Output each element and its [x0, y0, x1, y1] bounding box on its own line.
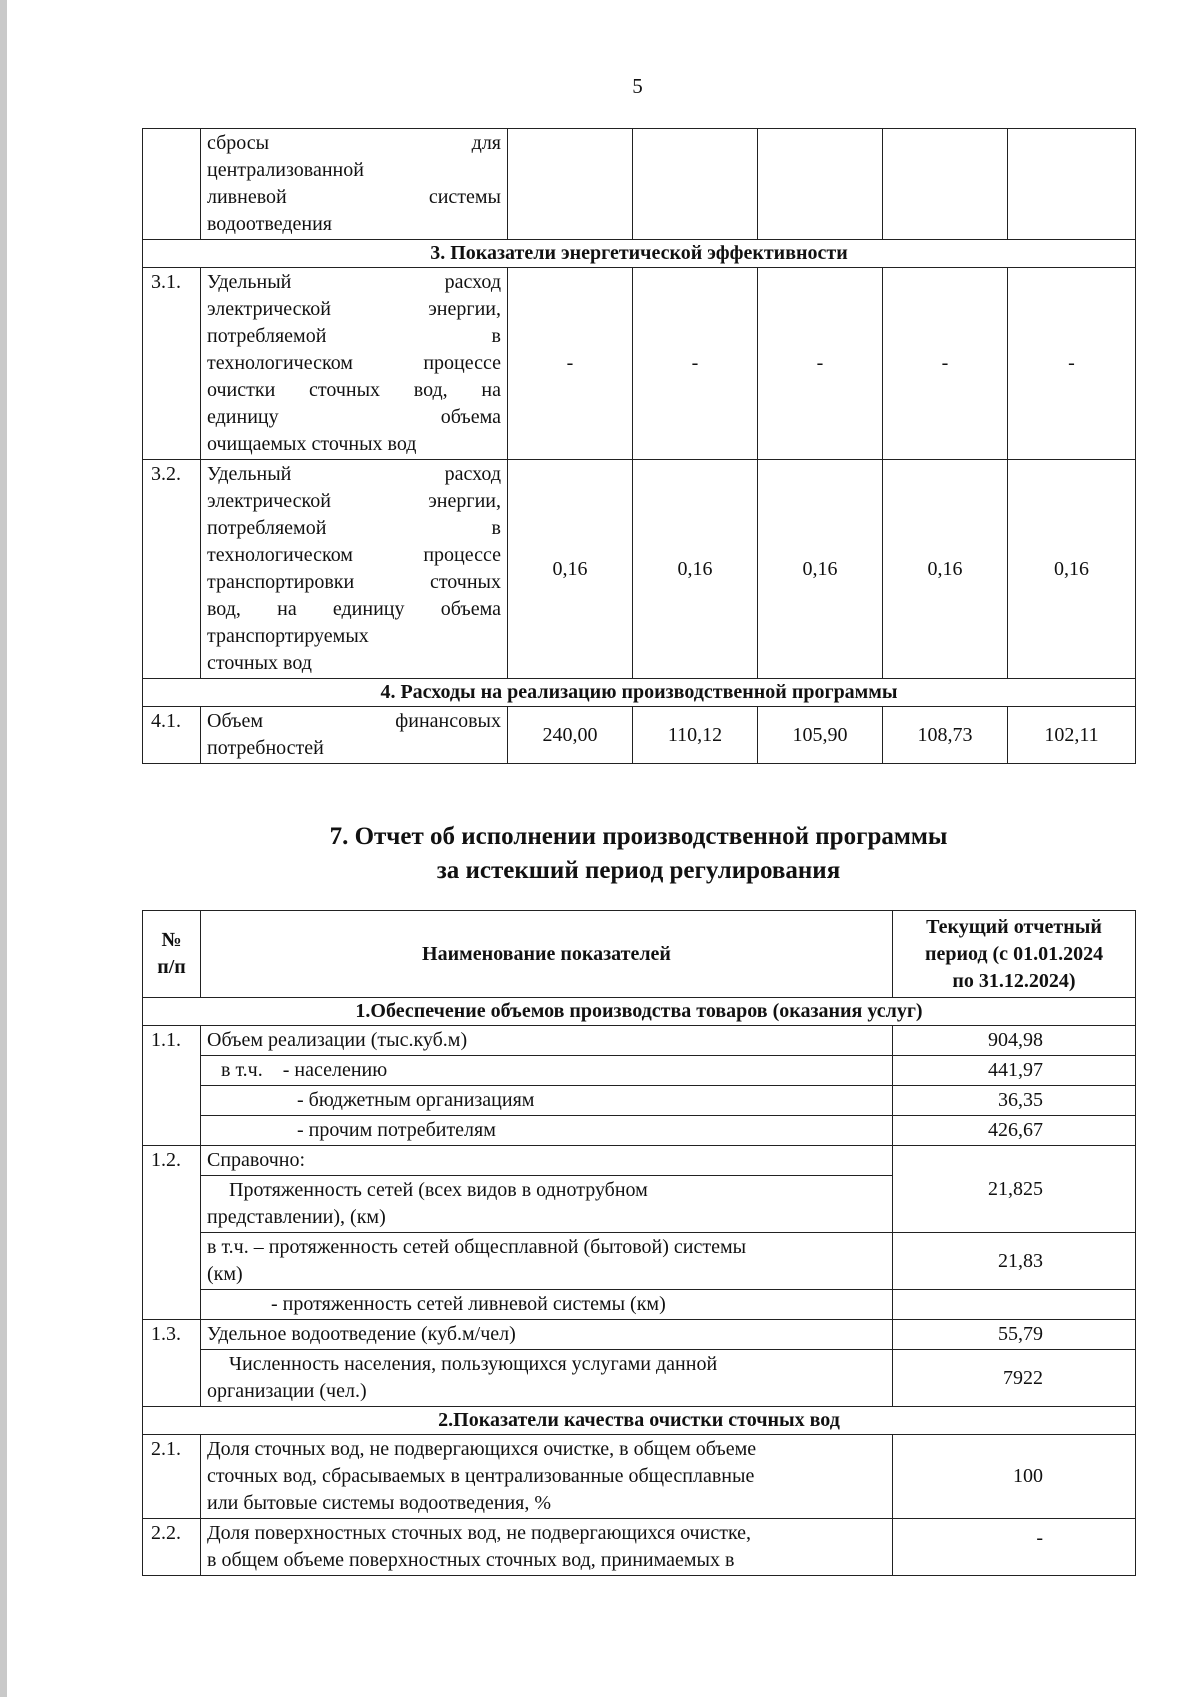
text-line: потребляемой в [207, 325, 501, 347]
indicator-value: 904,98 [893, 1026, 1136, 1056]
indicator-name: Доля поверхностных сточных вод, не подвергающихся очистке, в общем объеме поверхностных сточных вод, принимаемых в [201, 1519, 893, 1576]
indicator-value: 21,83 [893, 1233, 1136, 1290]
value-cell: 240,00 [508, 707, 633, 764]
text-line: электрической энергии, [207, 490, 501, 512]
table-row [143, 460, 1136, 679]
indicator-name [201, 1056, 893, 1086]
text-line: электрической энергии, [207, 298, 501, 320]
table-row [143, 1519, 1136, 1576]
row-number: 1.3. [143, 1320, 201, 1407]
text-line: транспортировки сточных [207, 571, 501, 593]
table-row [143, 1290, 1136, 1320]
row-number: 3.2. [143, 460, 201, 679]
text-line: ливневой системы [207, 186, 501, 208]
table-row [143, 1350, 1136, 1407]
header-num: № п/п [143, 911, 201, 998]
indicator-value [893, 1290, 1136, 1320]
section-row [143, 240, 1136, 268]
text-line: сточных вод [207, 652, 312, 674]
value-cell: - [883, 268, 1008, 460]
row-number: 4.1. [143, 707, 201, 764]
indicator-value: 36,35 [893, 1086, 1136, 1116]
table-row [143, 1146, 1136, 1176]
indicator-name-cell [201, 460, 508, 679]
report-table [142, 910, 1136, 1576]
value-cell [758, 129, 883, 240]
value-cell: - [1008, 268, 1136, 460]
text-line: потребностей [207, 737, 324, 759]
continuation-name-cell [201, 129, 508, 240]
value-cell: 110,12 [633, 707, 758, 764]
table-row [143, 1056, 1136, 1086]
text-line: вод, на единицу объема [207, 598, 501, 620]
table-row [143, 1116, 1136, 1146]
row-number: 2.2. [143, 1519, 201, 1576]
indicator-value: 55,79 [893, 1320, 1136, 1350]
num-cell [143, 129, 201, 240]
indicators-table-continued [142, 128, 1136, 764]
indicator-name: - бюджетным организациям [201, 1086, 893, 1116]
text-line: очищаемых сточных вод [207, 433, 417, 455]
indicator-name: Протяженность сетей (всех видов в однотрубном представлении), (км) [201, 1176, 893, 1233]
row-number: 1.2. [143, 1146, 201, 1320]
indicator-value: - [893, 1519, 1136, 1576]
row-number: 1.1. [143, 1026, 201, 1146]
text-line: технологическом процессе [207, 352, 501, 374]
section-heading-line2: за истекший период регулирования [436, 857, 841, 884]
indicator-name: в т.ч. – протяженность сетей общесплавной (бытовой) системы (км) [201, 1233, 893, 1290]
table-row [143, 1320, 1136, 1350]
indicator-name: Удельное водоотведение (куб.м/чел) [201, 1320, 893, 1350]
table-row [143, 129, 1136, 240]
value-cell: 102,11 [1008, 707, 1136, 764]
section-row [143, 679, 1136, 707]
indicator-name-cell [201, 268, 508, 460]
value-cell: 108,73 [883, 707, 1008, 764]
indicator-value: 100 [893, 1435, 1136, 1519]
table-row [143, 1435, 1136, 1519]
value-cell: - [508, 268, 633, 460]
text-line: очистки сточных вод, на [207, 379, 501, 401]
header-name: Наименование показателей [201, 911, 893, 998]
prefix: в т.ч. [221, 1059, 263, 1081]
indicator-value: 7922 [893, 1350, 1136, 1407]
text-line: единицу объема [207, 406, 501, 428]
text-line: потребляемой в [207, 517, 501, 539]
value-cell [508, 129, 633, 240]
section-row [143, 1407, 1136, 1435]
value-cell: 0,16 [758, 460, 883, 679]
table-row [143, 707, 1136, 764]
text-line: транспортируемых [207, 625, 369, 647]
text-line: водоотведения [207, 213, 332, 235]
value-cell: 0,16 [633, 460, 758, 679]
value-cell: 0,16 [508, 460, 633, 679]
table-row [143, 1026, 1136, 1056]
text-line: Удельный расход [207, 463, 501, 485]
indicator-name: Справочно: [201, 1146, 893, 1176]
text-line: Объем финансовых [207, 710, 501, 732]
value-cell: - [758, 268, 883, 460]
indicator-name: Объем реализации (тыс.куб.м) [201, 1026, 893, 1056]
indicator-value: 21,825 [893, 1146, 1136, 1233]
indicator-name: Численность населения, пользующихся услугами данной организации (чел.) [201, 1350, 893, 1407]
section-title: 1.Обеспечение объемов производства товаров (оказания услуг) [143, 998, 1136, 1026]
indicator-value: 426,67 [893, 1116, 1136, 1146]
section-heading-line1: 7. Отчет об исполнении производственной программы [329, 823, 948, 850]
indicator-name: - прочим потребителям [201, 1116, 893, 1146]
value-cell [1008, 129, 1136, 240]
indicator-name-cell [201, 707, 508, 764]
value-cell: 105,90 [758, 707, 883, 764]
indicator-name: Доля сточных вод, не подвергающихся очистке, в общем объеме сточных вод, сбрасываемых в централизованные общесплавные или бытовые системы водоотведения, % [201, 1435, 893, 1519]
table-row [143, 1086, 1136, 1116]
value-cell [883, 129, 1008, 240]
table-header-row [143, 911, 1136, 998]
indicator-name: - протяженность сетей ливневой системы (км) [201, 1290, 893, 1320]
table-row [143, 1233, 1136, 1290]
text-line: Удельный расход [207, 271, 501, 293]
sub-label: - населению [282, 1059, 388, 1081]
value-cell: 0,16 [883, 460, 1008, 679]
table-row [143, 268, 1136, 460]
row-number: 3.1. [143, 268, 201, 460]
text-line: сбросы для [207, 132, 501, 154]
section-title: 4. Расходы на реализацию производственной программы [143, 679, 1136, 707]
section-title: 2.Показатели качества очистки сточных вод [143, 1407, 1136, 1435]
text-line: централизованной [207, 159, 364, 181]
value-cell: 0,16 [1008, 460, 1136, 679]
row-number: 2.1. [143, 1435, 201, 1519]
text-line: технологическом процессе [207, 544, 501, 566]
value-cell: - [633, 268, 758, 460]
scan-left-edge [0, 0, 7, 1697]
indicator-value: 441,97 [893, 1056, 1136, 1086]
section-row [143, 998, 1136, 1026]
section-title: 3. Показатели энергетической эффективности [143, 240, 1136, 268]
page-number: 5 [632, 74, 643, 98]
value-cell [633, 129, 758, 240]
header-period: Текущий отчетный период (с 01.01.2024 по 31.12.2024) [893, 911, 1136, 998]
